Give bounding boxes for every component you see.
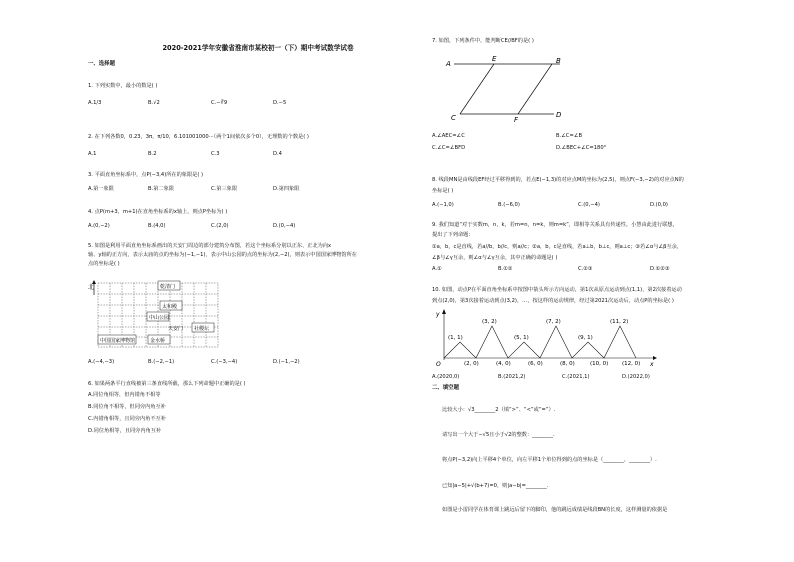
option-b[interactable]: B.(−2,−1)	[148, 359, 175, 365]
map-label-national-museum: 中国国家博物馆	[100, 338, 136, 344]
page-title: 2020-2021学年安徽省淮南市某校初一（下）期中考试数学试卷	[162, 44, 354, 52]
question-8-line-1: 8. 线段MN是由线段EF经过平移得到的，若点E(−1,3)的对应点M的坐标为(2,5)，则点F(−3,−2)的对应点N的	[432, 177, 684, 183]
section-heading-fill: 二、填空题	[432, 385, 459, 391]
tiananmen-map-figure	[88, 279, 223, 351]
north-label: 北	[88, 284, 95, 291]
map-label-qianqingmen: 乾清门	[160, 284, 176, 290]
fill-question-15: 如图是小雷同学在体育课上跳远后留下的脚印，他的跳远成绩是线段BN的长度，这样测量的依据是	[442, 507, 668, 513]
option-a[interactable]: A.∠AEC=∠C	[432, 133, 465, 139]
question-10-line-1: 10. 如图，动点P在平面直角坐标系中按图中箭头所示方向运动，第1次从原点运动到点(1,1)，第2次接着运动	[432, 287, 682, 293]
y-axis-label: y	[436, 311, 440, 318]
fill-question-13: 将点P(−3,2)向上平移4个单位，向左平移1个单位得到的点的坐标是（________，________）.	[442, 457, 657, 463]
question-2-stem: 2. 在下列各数0，0.23，3π，π/10，6.101001000···（两个1间依次多个0），无理数的个数是( )	[88, 134, 309, 140]
question-5-line-2: 轴、y轴的正方向，表示太庙的点的坐标为(−1,−1)，表示中山公园的点的坐标为(2,−2)，则表示中国国家博物馆所在	[88, 252, 357, 258]
question-3-stem: 3. 平面直角坐标系中，点P(−3,4)所在的象限是( )	[88, 172, 204, 178]
question-5-line-3: 点的坐标是( )	[88, 261, 120, 267]
option-d[interactable]: D.(2022,0)	[622, 374, 650, 380]
option-d[interactable]: D.(0,−4)	[273, 223, 296, 229]
point-e-label: E	[492, 55, 497, 63]
map-label-tiananmen: 天安门	[168, 326, 184, 332]
point-label-10-0: (10, 0)	[590, 361, 609, 367]
option-b[interactable]: B.①②	[498, 266, 513, 272]
option-b[interactable]: B.2	[148, 151, 157, 157]
option-a[interactable]: A.1	[88, 151, 97, 157]
option-d[interactable]: D.4	[273, 151, 282, 157]
question-9-line-3: ①a，b，c是直线，若a//b，b//c，则a//c；②a，b，c是直线，若a⊥b，b⊥c，则a⊥c；③若∠α与∠β互余，	[432, 244, 683, 250]
line-ce	[460, 64, 494, 114]
point-c-label: C	[451, 114, 456, 122]
option-b[interactable]: B.第二象限	[148, 186, 174, 192]
option-c[interactable]: C.(0,−4)	[578, 202, 600, 208]
question-9-line-1: 9. 我们知道“对于实数m，n，k，若m=n，n=k，则m=k”，即相等关系具有传递性。小慧由此进行联想，	[432, 222, 678, 228]
question-9-line-4: ∠β与∠γ互余，则∠α与∠γ互余，其中正确的命题是( )	[432, 255, 558, 261]
point-label-9-1: (9, 1)	[578, 335, 593, 341]
option-b[interactable]: B.∠C=∠B	[556, 133, 583, 139]
left-column	[88, 0, 400, 562]
option-d[interactable]: D.(−1,−2)	[273, 359, 300, 365]
section-heading-choice: 一、选择题	[88, 61, 115, 67]
question-4-stem: 4. 点P(m+3，m+1)在直角坐标系的x轴上，则点P坐标为( )	[88, 209, 228, 215]
map-label-taihedian: 太和殿	[162, 304, 178, 310]
point-a-label: A	[446, 60, 451, 68]
fill-question-14: 已知|a−5|+√(b+7)=0，则|a−b|=________.	[442, 483, 549, 489]
x-axis-label: x	[650, 361, 654, 368]
map-label-jinshuiqiao: 金水桥	[150, 338, 166, 344]
option-b[interactable]: B.(4,0)	[148, 223, 166, 229]
map-label-shejitan: 社稷坛	[194, 326, 210, 332]
fill-question-12: 请写出一个大于−√5且小于√2的整数：________.	[442, 432, 555, 438]
option-d[interactable]: D.①②③	[650, 266, 670, 272]
option-b[interactable]: B.√2	[148, 100, 160, 106]
option-c[interactable]: C.第三象限	[211, 186, 238, 192]
question-8-line-2: 坐标是( )	[432, 188, 454, 194]
option-c[interactable]: C.(2,0)	[211, 223, 229, 229]
question-10-line-2: 到点(2,0)，第3次接着运动到点(3,2)，…，按这样的运动规律，经过第2021次运动后，动点P的坐标是( )	[432, 298, 674, 304]
point-f-label: F	[514, 116, 519, 122]
parallel-lines-figure	[444, 52, 574, 122]
option-d[interactable]: D.∠BEC+∠C=180°	[556, 145, 607, 151]
option-c[interactable]: C.②③	[578, 266, 593, 272]
question-6-option-c[interactable]: C.内错角相等，且同旁内角不互补	[88, 416, 166, 422]
question-7-stem: 7. 如图，下列条件中，能判断CE//BF的是( )	[432, 38, 534, 44]
x-axis-arrow	[653, 356, 657, 360]
option-b[interactable]: B.(−6,0)	[498, 202, 520, 208]
question-9-line-2: 提出了下列命题：	[432, 232, 474, 238]
point-label-12-0: (12, 0)	[622, 361, 641, 367]
option-b[interactable]: B.(2021,2)	[498, 374, 526, 380]
option-c[interactable]: C.3	[211, 151, 220, 157]
option-a[interactable]: A.(0,−2)	[88, 223, 110, 229]
point-label-5-1: (5, 1)	[514, 335, 529, 341]
question-6-stem: 6. 如果两条平行直线被第三条直线所截，那么下列命题中正确的是( )	[88, 381, 246, 387]
origin-label: O	[436, 361, 441, 368]
map-label-zhongshan-park: 中山公园	[149, 315, 170, 321]
point-label-3-2: (3, 2)	[482, 319, 497, 325]
option-d[interactable]: D.第四象限	[273, 186, 300, 192]
question-1-stem: 1. 下列实数中，最小的数是( )	[88, 83, 158, 89]
option-c[interactable]: C.(2021,1)	[562, 374, 590, 380]
point-d-label: D	[556, 111, 562, 119]
option-a[interactable]: A.1/3	[88, 100, 102, 106]
option-a[interactable]: A.第一象限	[88, 186, 114, 192]
option-c[interactable]: C.∠C=∠BFD	[432, 145, 466, 151]
question-6-option-d[interactable]: D.同位角相等，且同旁内角互补	[88, 428, 162, 434]
point-label-8-0: (8, 0)	[560, 361, 575, 367]
y-axis-arrow	[442, 309, 446, 314]
option-a[interactable]: A.①	[432, 266, 442, 272]
question-5-line-1: 5. 如图是利用平面直角坐标系画出的天安门周边的部分建筑分布图，若这个坐标系分别以正东、正北为向x	[88, 243, 332, 249]
point-label-6-0: (6, 0)	[528, 361, 543, 367]
option-a[interactable]: A.(−4,−3)	[88, 359, 115, 365]
question-6-option-b[interactable]: B.同位角不相等，但同旁内角互补	[88, 404, 166, 410]
fill-question-11: 比较大小：√3________2（填“>”、“<”或“=”）.	[442, 407, 556, 413]
point-label-4-0: (4, 0)	[496, 361, 511, 367]
option-d[interactable]: D.−5	[273, 100, 287, 106]
question-6-option-a[interactable]: A.同位角相等，但内错角不相等	[88, 392, 161, 398]
option-c[interactable]: C.−∛9	[211, 100, 228, 106]
line-fb	[518, 64, 552, 114]
option-a[interactable]: A.(2020,0)	[432, 374, 460, 380]
point-b-label: B	[556, 57, 561, 65]
point-label-2-0: (2, 0)	[464, 361, 479, 367]
option-c[interactable]: C.(−3,−4)	[211, 359, 238, 365]
option-d[interactable]: D.(0,0)	[650, 202, 668, 208]
right-column	[432, 0, 772, 562]
zigzag-path-figure	[434, 308, 659, 368]
point-label-7-2: (7, 2)	[546, 319, 561, 325]
option-a[interactable]: A.(−1,0)	[432, 202, 454, 208]
point-label-11-2: (11, 2)	[610, 319, 629, 325]
motion-path	[444, 326, 636, 358]
point-label-1-1: (1, 1)	[448, 335, 463, 341]
